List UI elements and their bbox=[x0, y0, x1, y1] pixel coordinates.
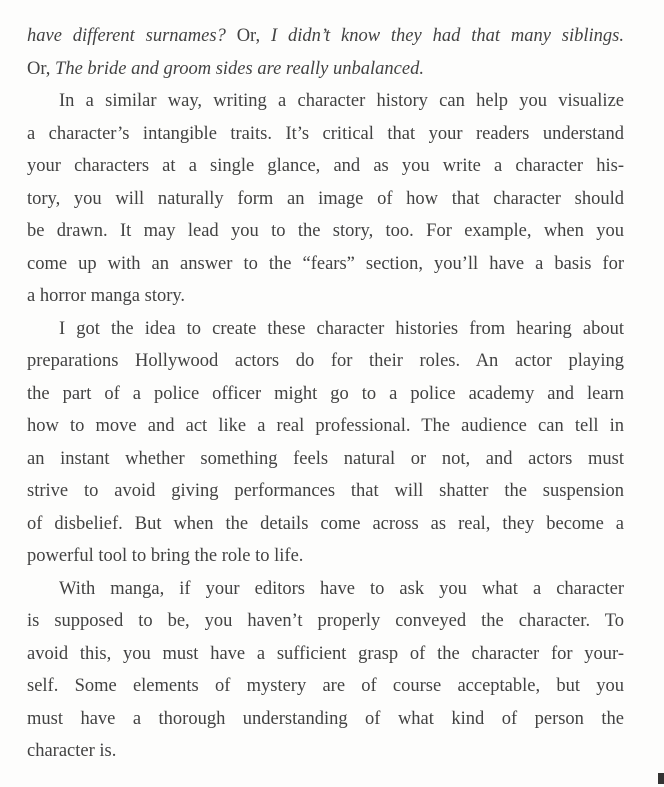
text-segment: be drawn. It may lead you to the story, too. For example, when you bbox=[27, 221, 624, 241]
text-segment: With manga, if your editors have to ask you what a character bbox=[59, 578, 624, 599]
text-segment: your characters at a single glance, and as you write a character his- bbox=[27, 156, 624, 176]
text-line bbox=[27, 475, 624, 508]
text-line bbox=[27, 443, 624, 476]
text-line bbox=[27, 345, 624, 378]
text-segment: a character’s intangible traits. It’s critical that your readers understand bbox=[27, 123, 624, 144]
text-line bbox=[27, 85, 624, 118]
text-line bbox=[27, 53, 624, 86]
text-line bbox=[27, 20, 624, 53]
text-line bbox=[27, 215, 624, 248]
italic-text-segment: I didn’t know they had that many siblings. bbox=[270, 26, 624, 46]
text-segment: how to move and act like a real professional. The audience can tell in bbox=[27, 416, 624, 436]
text-segment: character is. bbox=[27, 741, 117, 761]
text-segment: I got the idea to create these character histories from hearing about bbox=[59, 318, 624, 339]
text-segment: Or, bbox=[27, 58, 56, 79]
text-line bbox=[27, 410, 624, 443]
text-line bbox=[27, 735, 624, 768]
text-segment: is supposed to be, you haven’t properly conveyed the character. To bbox=[27, 611, 624, 631]
text-segment: come up with an answer to the “fears” section, you’ll have a basis for bbox=[27, 253, 624, 274]
text-segment: Or, bbox=[236, 26, 271, 46]
text-segment: powerful tool to bring the role to life. bbox=[27, 546, 304, 566]
text-line bbox=[27, 573, 624, 606]
text-line bbox=[27, 150, 624, 183]
page-text bbox=[27, 20, 624, 768]
text-segment: self. Some elements of mystery are of course acceptable, but you bbox=[27, 676, 624, 696]
italic-text-segment: have different surnames? bbox=[27, 26, 237, 46]
text-line bbox=[27, 118, 624, 151]
text-line bbox=[27, 183, 624, 216]
text-line bbox=[27, 605, 624, 638]
text-segment: preparations Hollywood actors do for their roles. An actor playing bbox=[27, 351, 624, 371]
text-segment: an instant whether something feels natural or not, and actors must bbox=[27, 448, 624, 469]
corner-scan-artifact bbox=[658, 773, 664, 784]
text-line bbox=[27, 703, 624, 736]
text-segment: In a similar way, writing a character history can help you visualize bbox=[59, 91, 624, 111]
text-segment: avoid this, you must have a sufficient grasp of the character for your- bbox=[27, 643, 624, 664]
text-segment: of disbelief. But when the details come across as real, they become a bbox=[27, 513, 624, 534]
text-line bbox=[27, 540, 624, 573]
text-line bbox=[27, 638, 624, 671]
text-segment: strive to avoid giving performances that will shatter the suspension bbox=[27, 481, 624, 501]
text-line bbox=[27, 670, 624, 703]
text-line bbox=[27, 378, 624, 411]
text-segment: the part of a police officer might go to a police academy and learn bbox=[27, 383, 624, 404]
text-line bbox=[27, 313, 624, 346]
text-line bbox=[27, 248, 624, 281]
text-line bbox=[27, 508, 624, 541]
text-segment: a horror manga story. bbox=[27, 286, 186, 306]
text-line bbox=[27, 280, 624, 313]
text-segment: must have a thorough understanding of what kind of person the bbox=[27, 708, 624, 729]
text-segment: tory, you will naturally form an image of how that character should bbox=[27, 188, 624, 209]
italic-text-segment: The bride and groom sides are really unbalanced. bbox=[55, 58, 424, 79]
